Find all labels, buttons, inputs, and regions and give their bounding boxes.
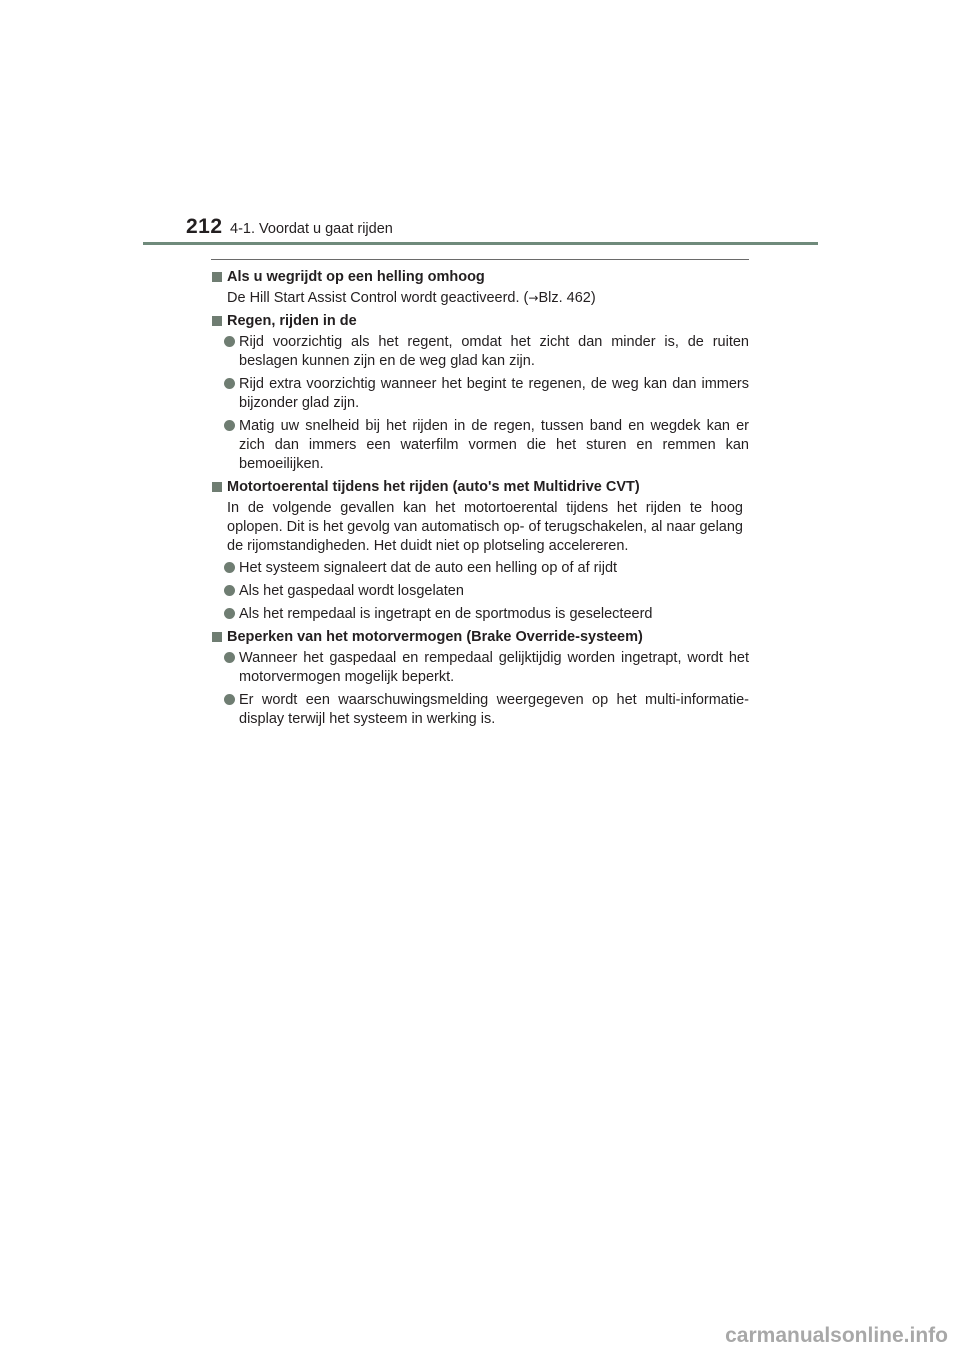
bullet-text: Matig uw snelheid bij het rijden in de regen, tussen band en wegdek kan er zich dan immers een waterfilm vormen die het sturen en remmen kan bemoeilijken. [239, 418, 749, 472]
page-number: 212 [186, 215, 223, 238]
bullet-text: Als het gaspedaal wordt losgelaten [239, 583, 464, 599]
circle-bullet-icon [224, 378, 235, 389]
bullet-item [211, 333, 749, 371]
square-icon [212, 316, 222, 326]
section-heading [211, 268, 749, 287]
paragraph-text: De Hill Start Assist Control wordt geactiveerd. ( [227, 290, 529, 306]
circle-bullet-icon [224, 562, 235, 573]
section-rain [211, 312, 749, 474]
section-heading [211, 628, 749, 647]
watermark: carmanualsonline.info [725, 1324, 948, 1347]
bullet-item [211, 605, 749, 624]
bullet-item [211, 559, 749, 578]
circle-bullet-icon [224, 420, 235, 431]
bullet-text: Rijd voorzichtig als het regent, omdat het zicht dan minder is, de ruiten beslagen kunnen zijn en de weg glad kan zijn. [239, 334, 749, 369]
circle-bullet-icon [224, 694, 235, 705]
circle-bullet-icon [224, 652, 235, 663]
square-icon [212, 632, 222, 642]
bullet-item [211, 649, 749, 687]
section-heading [211, 312, 749, 331]
square-icon [212, 482, 222, 492]
section-hill-start [211, 268, 749, 308]
bullet-text: Wanneer het gaspedaal en rempedaal gelijktijdig worden ingetrapt, wordt het motorvermogen mogelijk beperkt. [239, 650, 749, 685]
section-engine-speed [211, 478, 749, 624]
section-title: 4-1. Voordat u gaat rijden [230, 221, 393, 237]
page-reference: Blz. 462) [538, 290, 596, 306]
section-heading-text: Beperken van het motorvermogen (Brake Override-systeem) [227, 629, 643, 645]
section-heading-text: Regen, rijden in de [227, 313, 357, 329]
page-header [0, 0, 960, 250]
section-paragraph: In de volgende gevallen kan het motortoerental tijdens het rijden te hoog oplopen. Dit is het gevolg van automatisch op- of terugschakelen, al naar gelang de rijomstandigheden. Het duidt niet op plotseling accelereren. [227, 500, 743, 554]
bullet-text: Er wordt een waarschuwingsmelding weergegeven op het multi-informatie-display terwijl het systeem in werking is. [239, 692, 749, 727]
section-paragraph [211, 289, 749, 308]
page-content [211, 259, 749, 733]
section-heading [211, 478, 749, 497]
bullet-item [211, 417, 749, 474]
bullet-text: Rijd extra voorzichtig wanneer het begint te regenen, de weg kan dan immers bijzonder glad zijn. [239, 376, 749, 411]
section-heading-text: Als u wegrijdt op een helling omhoog [227, 269, 485, 285]
bullet-item [211, 691, 749, 729]
section-heading-text: Motortoerental tijdens het rijden (auto's met Multidrive CVT) [227, 479, 640, 495]
section-brake-override [211, 628, 749, 729]
circle-bullet-icon [224, 336, 235, 347]
header-rule [143, 242, 818, 245]
bullet-text: Het systeem signaleert dat de auto een helling op of af rijdt [239, 560, 618, 576]
square-icon [212, 272, 222, 282]
bullet-item [211, 375, 749, 413]
circle-bullet-icon [224, 608, 235, 619]
bullet-text: Als het rempedaal is ingetrapt en de sportmodus is geselecteerd [239, 606, 653, 622]
bullet-item [211, 582, 749, 601]
circle-bullet-icon [224, 585, 235, 596]
arrow-icon: → [528, 291, 539, 305]
